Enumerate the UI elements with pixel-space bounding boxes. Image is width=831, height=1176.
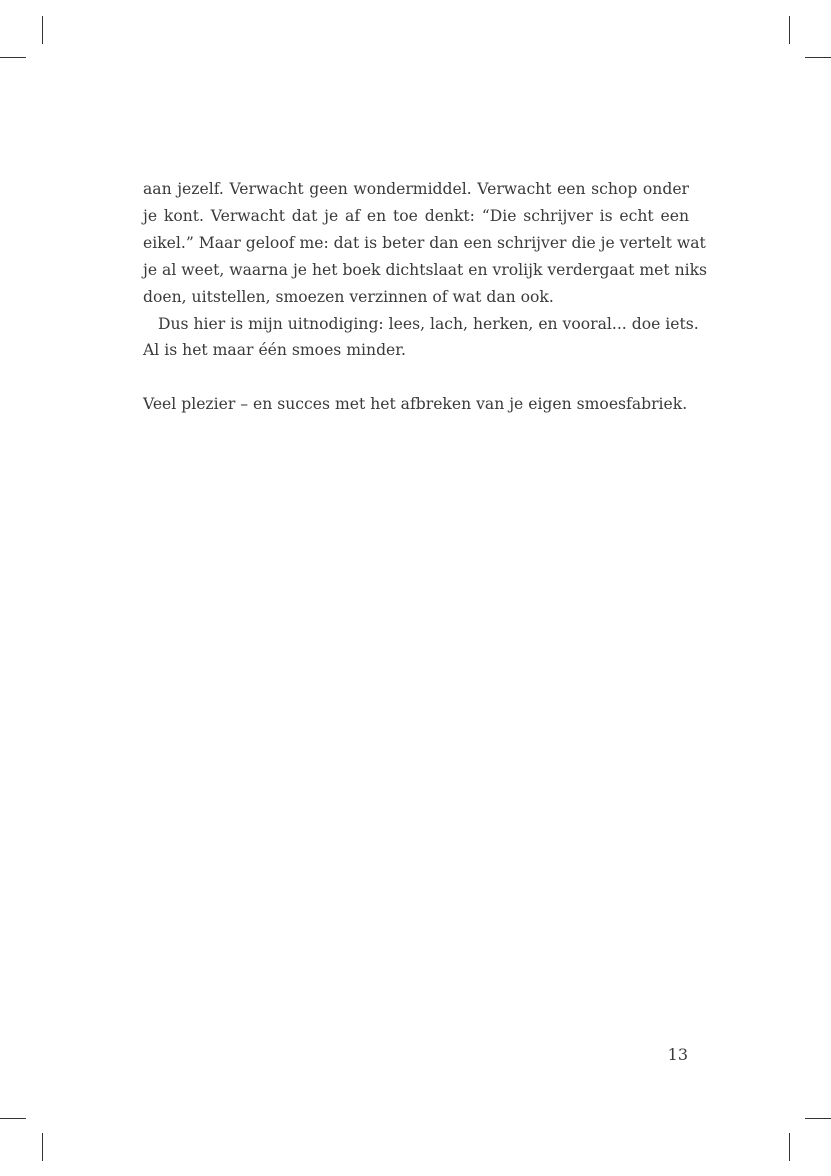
paragraph-1 [143, 176, 708, 311]
text-line: eikel.” Maar geloof me: dat is beter dan een schrijver die je vertelt wat [143, 233, 706, 252]
crop-mark-top-left-horizontal [0, 57, 26, 58]
text-line: aan jezelf. Verwacht geen wondermiddel. Verwacht een schop onder [143, 180, 689, 198]
crop-mark-bottom-right-vertical [789, 1133, 790, 1161]
crop-mark-bottom-right-horizontal [805, 1118, 831, 1119]
crop-mark-top-right-horizontal [805, 57, 831, 58]
text-line: doen, uitstellen, smoezen verzinnen of wat dan ook. [143, 287, 554, 306]
body-text [143, 176, 708, 418]
closing-line: Veel plezier – en succes met het afbreken van je eigen smoesfabriek. [143, 395, 688, 414]
text-line: Al is het maar één smoes minder. [143, 341, 406, 360]
paragraph-spacer [143, 364, 689, 391]
paragraph-2 [143, 311, 699, 365]
crop-mark-bottom-left-horizontal [0, 1118, 26, 1119]
text-line: Dus hier is mijn uitnodiging: lees, lach, herken, en vooral... doe iets. [158, 314, 699, 333]
crop-mark-bottom-left-vertical [42, 1133, 43, 1161]
page-number: 13 [667, 1045, 688, 1064]
closing-paragraph [143, 391, 689, 418]
text-line: je al weet, waarna je het boek dichtslaat en vrolijk verdergaat met niks [143, 260, 708, 279]
crop-mark-top-left-vertical [42, 16, 43, 44]
text-line: je kont. Verwacht dat je af en toe denkt: “Die schrijver is echt een [143, 206, 689, 225]
crop-mark-top-right-vertical [789, 16, 790, 44]
